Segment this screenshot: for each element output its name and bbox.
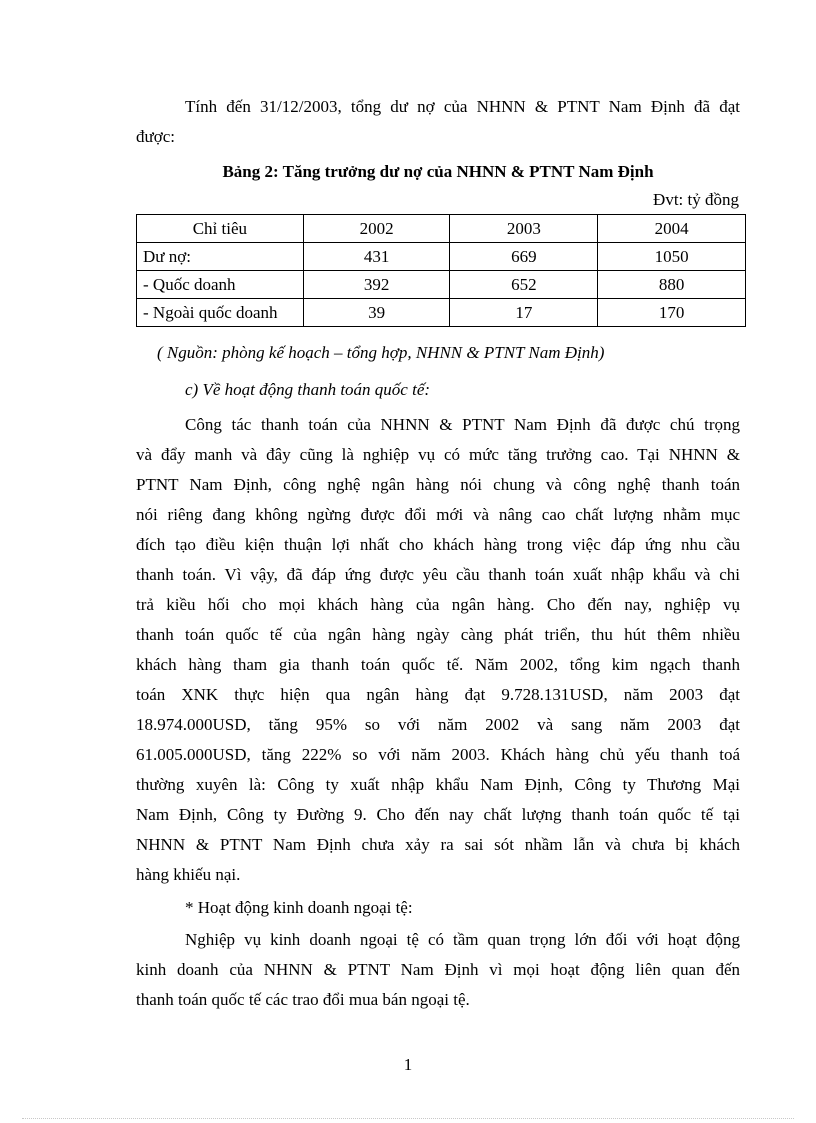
text-line: PTNT Nam Định, công nghệ ngân hàng nói chung và công nghệ thanh toán xyxy=(136,475,740,494)
text-line: Công tác thanh toán của NHNN & PTNT Nam Định đã được chú trọng xyxy=(185,415,740,434)
page-number: 1 xyxy=(403,1055,413,1074)
text-line: 18.974.000USD, tăng 95% so với năm 2002 và sang năm 2003 đạt xyxy=(136,715,740,734)
row-label: Dư nợ: xyxy=(137,243,304,271)
text-line: thanh toán quốc tế các trao đổi mua bán ngoại tệ. xyxy=(136,990,470,1009)
table-row xyxy=(137,243,746,271)
header-2002: 2002 xyxy=(303,215,450,243)
table-header-row xyxy=(137,215,746,243)
row-label: - Quốc doanh xyxy=(137,271,304,299)
text-line: và đẩy manh và đây cũng là nghiệp vụ có mức tăng trưởng cao. Tại NHNN & xyxy=(136,445,740,464)
cell-value: 431 xyxy=(303,243,450,271)
intro-paragraph xyxy=(136,92,740,152)
text-line: 61.005.000USD, tăng 222% so với năm 2003. Khách hàng chủ yếu thanh toá xyxy=(136,745,740,764)
intl-payment-paragraph xyxy=(136,410,740,890)
header-2003: 2003 xyxy=(450,215,598,243)
cell-value: 170 xyxy=(598,299,746,327)
text-line: nói riêng đang không ngừng được đổi mới và nâng cao chất lượng nhằm mục xyxy=(136,505,740,524)
fx-heading: * Hoạt động kinh doanh ngoại tệ: xyxy=(185,898,413,917)
text-line: hàng khiếu nại. xyxy=(136,865,241,884)
cell-value: 392 xyxy=(303,271,450,299)
header-2004: 2004 xyxy=(598,215,746,243)
cell-value: 880 xyxy=(598,271,746,299)
cell-value: 17 xyxy=(450,299,598,327)
text-line: kinh doanh của NHNN & PTNT Nam Định vì mọi hoạt động liên quan đến xyxy=(136,960,740,979)
table-row xyxy=(137,271,746,299)
table-unit: Đvt: tỷ đồng xyxy=(653,190,739,209)
intro-line-1: Tính đến 31/12/2003, tổng dư nợ của NHNN & PTNT Nam Định đã đạt xyxy=(185,97,740,116)
intro-line-2: được: xyxy=(136,127,175,146)
text-line: NHNN & PTNT Nam Định chưa xảy ra sai sót nhầm lẫn và chưa bị khách xyxy=(136,835,740,854)
table-source: ( Nguồn: phòng kế hoạch – tổng hợp, NHNN & PTNT Nam Định) xyxy=(157,343,605,362)
cell-value: 652 xyxy=(450,271,598,299)
text-line: Nghiệp vụ kinh doanh ngoại tệ có tầm quan trọng lớn đối với hoạt động xyxy=(185,930,740,949)
cell-value: 669 xyxy=(450,243,598,271)
page-bottom-divider xyxy=(22,1118,794,1119)
cell-value: 1050 xyxy=(598,243,746,271)
text-line: thanh toán quốc tế của ngân hàng ngày càng phát triển, thu hút thêm nhiều xyxy=(136,625,740,644)
cell-value: 39 xyxy=(303,299,450,327)
text-line: Nam Định, Công ty Đường 9. Cho đến nay chất lượng thanh toán quốc tế tại xyxy=(136,805,740,824)
text-line: thường xuyên là: Công ty xuất nhập khẩu Nam Định, Công ty Thương Mại xyxy=(136,775,740,794)
text-line: thanh toán. Vì vậy, đã đáp ứng được yêu cầu thanh toán xuất nhập khẩu và chi xyxy=(136,565,740,584)
table-title: Bảng 2: Tăng trưởng dư nợ của NHNN & PTNT Nam Định xyxy=(222,162,654,181)
fx-paragraph xyxy=(136,925,740,1015)
table-row xyxy=(137,299,746,327)
section-heading-intl-payment: c) Về hoạt động thanh toán quốc tế: xyxy=(185,380,431,399)
row-label: - Ngoài quốc doanh xyxy=(137,299,304,327)
text-line: trả kiều hối cho mọi khách hàng của ngân hàng. Cho đến nay, nghiệp vụ xyxy=(136,595,740,614)
text-line: đích tạo điều kiện thuận lợi nhất cho khách hàng trong việc đáp ứng nhu cầu xyxy=(136,535,740,554)
debt-growth-table xyxy=(136,214,746,327)
text-line: toán XNK thực hiện qua ngân hàng đạt 9.728.131USD, năm 2003 đạt xyxy=(136,685,740,704)
text-line: khách hàng tham gia thanh toán quốc tế. Năm 2002, tổng kim ngạch thanh xyxy=(136,655,740,674)
header-indicator: Chỉ tiêu xyxy=(137,215,304,243)
